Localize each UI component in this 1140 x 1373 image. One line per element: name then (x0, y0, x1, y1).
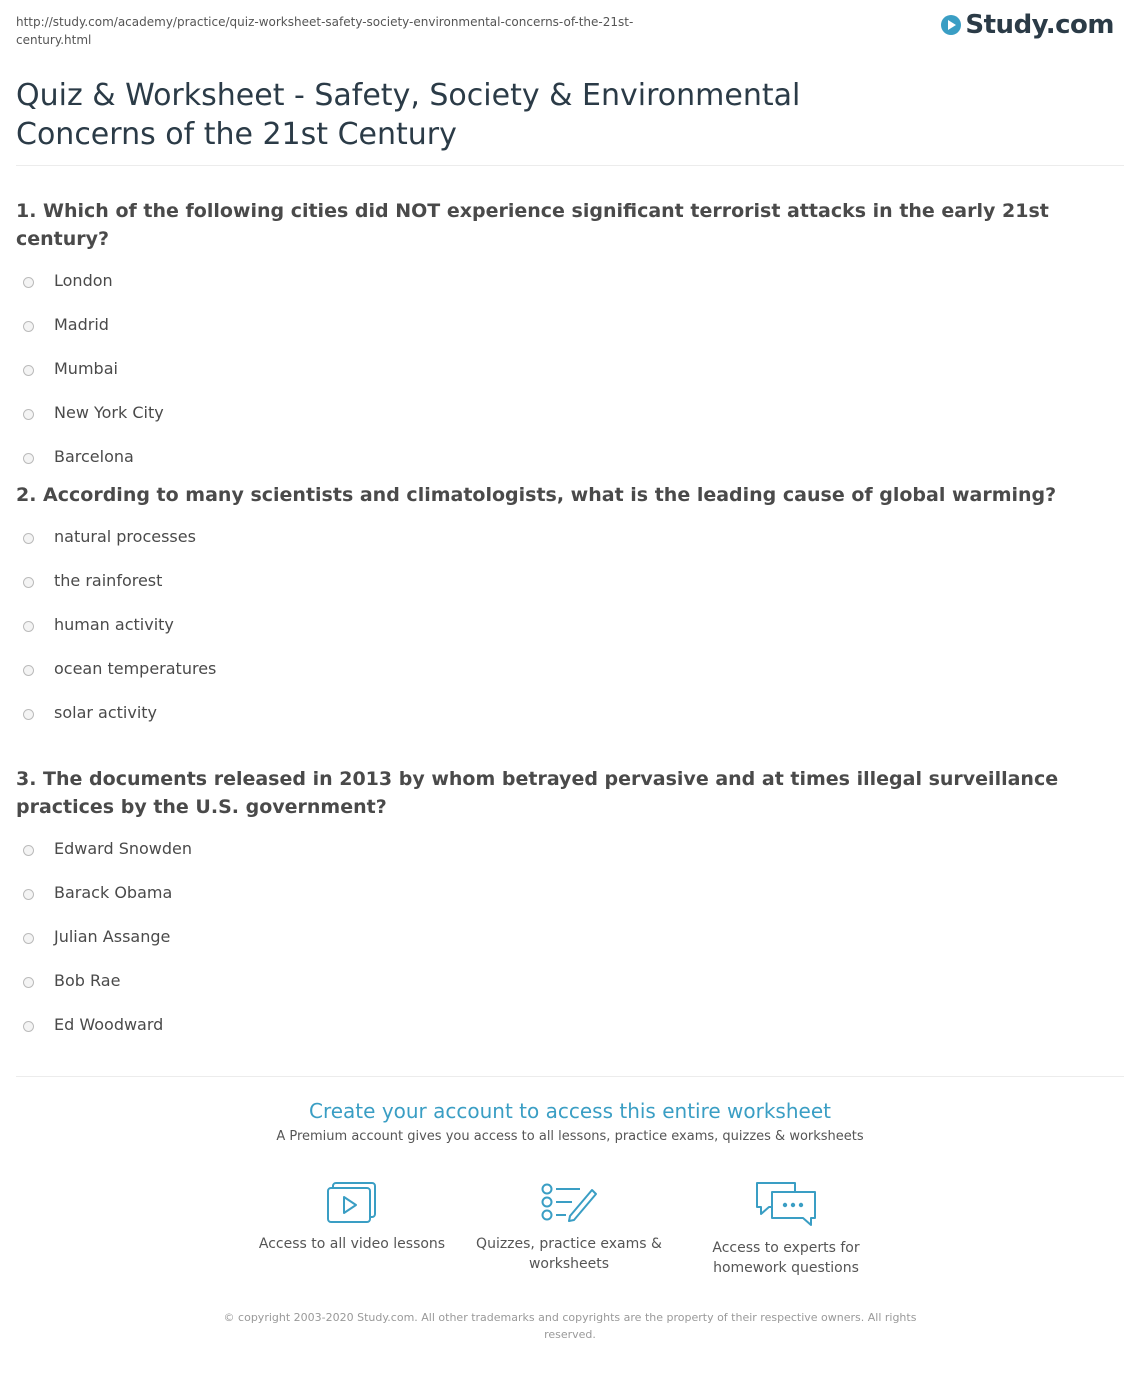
cta-subtitle: A Premium account gives you access to all lessons, practice exams, quizzes & worksheets (276, 1129, 864, 1144)
answer-option[interactable] (16, 659, 1126, 703)
feature-experts (676, 1180, 896, 1278)
option-label: Bob Rae (54, 971, 121, 990)
feature-label: Quizzes, practice exams & worksheets (476, 1236, 662, 1272)
answer-options (16, 839, 1126, 1059)
radio-button[interactable] (23, 577, 34, 588)
divider (16, 1076, 1124, 1077)
answer-options (16, 527, 1126, 747)
answer-option[interactable] (16, 615, 1126, 659)
option-label: Mumbai (54, 359, 118, 378)
feature-label: Access to all video lessons (258, 1236, 446, 1252)
option-label: natural processes (54, 527, 196, 546)
answer-option[interactable] (16, 1015, 1126, 1059)
video-lesson-icon (326, 1180, 378, 1224)
radio-button[interactable] (23, 621, 34, 632)
option-label: New York City (54, 403, 164, 422)
option-label: the rainforest (54, 571, 163, 590)
answer-option[interactable] (16, 359, 1126, 403)
option-label: ocean temperatures (54, 659, 217, 678)
create-account-link[interactable]: Create your account to access this entire worksheet (309, 1099, 831, 1123)
page-title: Quiz & Worksheet - Safety, Society & Environmental Concerns of the 21st Century (16, 78, 801, 152)
question-text: 1. Which of the following cities did NOT experience significant terrorist attacks in the early 21st century? (16, 200, 1049, 250)
play-logo-icon (941, 15, 961, 35)
radio-button[interactable] (23, 977, 34, 988)
answer-options (16, 271, 1126, 491)
radio-button[interactable] (23, 409, 34, 420)
question-1 (16, 197, 1126, 491)
question-text: 2. According to many scientists and climatologists, what is the leading cause of global warming? (16, 484, 1057, 506)
radio-button[interactable] (23, 321, 34, 332)
feature-quizzes (459, 1180, 679, 1274)
study-logo[interactable] (941, 8, 1114, 42)
answer-option[interactable] (16, 883, 1126, 927)
answer-option[interactable] (16, 271, 1126, 315)
answer-option[interactable] (16, 839, 1126, 883)
question-2 (16, 481, 1126, 747)
answer-option[interactable] (16, 527, 1126, 571)
answer-option[interactable] (16, 315, 1126, 359)
option-label: human activity (54, 615, 174, 634)
chat-bubbles-icon (754, 1180, 818, 1228)
logo-text: Study.com (965, 10, 1114, 40)
option-label: Barcelona (54, 447, 134, 466)
copyright-text: © copyright 2003-2020 Study.com. All other trademarks and copyrights are the property of their respective owners. All rights reserved. (223, 1311, 917, 1341)
option-label: Madrid (54, 315, 109, 334)
radio-button[interactable] (23, 1021, 34, 1032)
quiz-checklist-icon (540, 1180, 598, 1224)
radio-button[interactable] (23, 709, 34, 720)
question-3 (16, 765, 1126, 1059)
option-label: Edward Snowden (54, 839, 193, 858)
option-label: Julian Assange (54, 927, 171, 946)
radio-button[interactable] (23, 845, 34, 856)
answer-option[interactable] (16, 403, 1126, 447)
option-label: solar activity (54, 703, 158, 722)
question-text: 3. The documents released in 2013 by whom betrayed pervasive and at times illegal surveillance practices by the U.S. government? (16, 768, 1059, 818)
radio-button[interactable] (23, 533, 34, 544)
radio-button[interactable] (23, 365, 34, 376)
feature-label: Access to experts for homework questions (712, 1240, 860, 1276)
answer-option[interactable] (16, 703, 1126, 747)
divider (16, 165, 1124, 166)
radio-button[interactable] (23, 665, 34, 676)
option-label: Ed Woodward (54, 1015, 164, 1034)
answer-option[interactable] (16, 971, 1126, 1015)
option-label: London (54, 271, 113, 290)
radio-button[interactable] (23, 277, 34, 288)
radio-button[interactable] (23, 889, 34, 900)
answer-option[interactable] (16, 571, 1126, 615)
feature-video-lessons (242, 1180, 462, 1254)
radio-button[interactable] (23, 933, 34, 944)
radio-button[interactable] (23, 453, 34, 464)
option-label: Barack Obama (54, 883, 173, 902)
page-url: http://study.com/academy/practice/quiz-worksheet-safety-society-environmental-concerns-of-the-21st-century.html (16, 15, 634, 47)
answer-option[interactable] (16, 927, 1126, 971)
